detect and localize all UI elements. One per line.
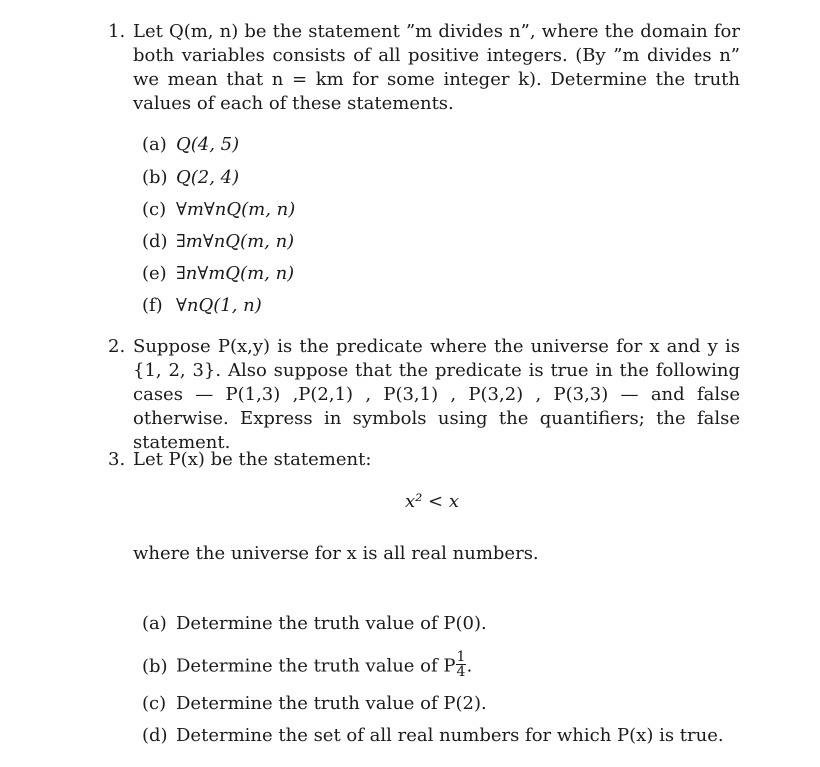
list-item: (f) ∀nQ(1, n) — [142, 295, 262, 316]
problem-number: 2. — [108, 336, 126, 357]
list-item: (c) ∀m∀nQ(m, n) — [142, 199, 296, 220]
problem-3-continuation — [108, 542, 740, 566]
list-item: (e) ∃n∀mQ(m, n) — [142, 263, 295, 284]
problem-number: 3. — [108, 449, 126, 470]
list-item: (d) Determine the set of all real numbers for which P(x) is true. — [142, 725, 724, 746]
problem-1 — [108, 20, 740, 116]
display-equation: x² < x — [404, 491, 460, 512]
list-item: (b) Q(2, 4) — [142, 167, 240, 188]
list-item: (b) Determine the truth value of P $\frac{1}{4}$ . — [142, 649, 473, 680]
problem-2 — [108, 335, 740, 455]
problem-text: where the universe for x is all real numbers. — [133, 543, 539, 564]
problem-text: Let Q(m, n) be the statement ”m divides n”, where the domain for both variables consists of all positive integers. (By ”m divides n” we mean that n = km for some integer k). Determine the truth values of each of these statements. — [133, 21, 740, 114]
problem-number: 1. — [108, 21, 126, 42]
fraction: $\frac{1}{4}$ — [456, 649, 466, 680]
list-item: (a) Q(4, 5) — [142, 134, 240, 155]
problem-text: Suppose P(x,y) is the predicate where the universe for x and y is {1, 2, 3}. Also suppose that the predicate is true in the following cases — P(1,3) ,P(2,1) , P(3,1) , P(3,2) , P(3,3) — and false otherwise. Express in symbols using the quantifiers; the false statement. — [133, 336, 740, 453]
problem-text: Let P(x) be the statement: — [133, 449, 372, 470]
list-item: (c) Determine the truth value of P(2). — [142, 693, 487, 714]
problem-3 — [108, 448, 740, 472]
list-item: (d) ∃m∀nQ(m, n) — [142, 231, 295, 252]
list-item: (a) Determine the truth value of P(0). — [142, 613, 487, 634]
